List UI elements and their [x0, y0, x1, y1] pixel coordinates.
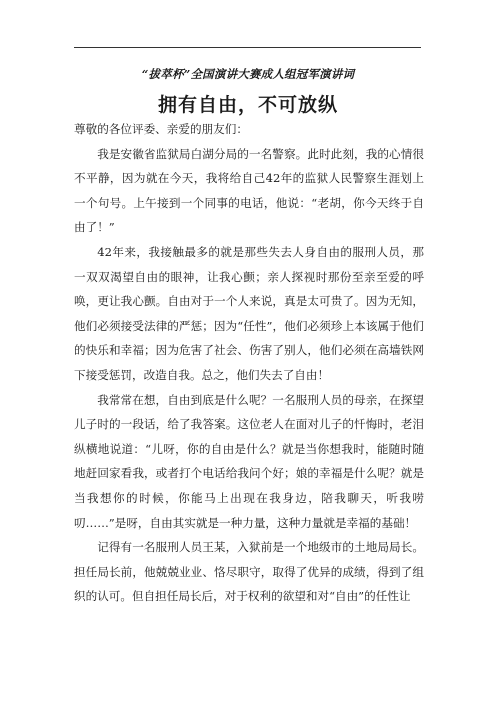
- salutation: 尊敬的各位评委、亲爱的朋友们：: [74, 122, 248, 136]
- document-subtitle: “拔萃杯”全国演讲大赛成人组冠军演讲词: [141, 67, 355, 81]
- paragraph-2: 42年来，我接触最多的就是那些失去人身自由的服刑人员，那一双双渴望自由的眼神，让我心颤；亲人探视时那份至亲至爱的呼唤，更让我心颤。自由对于一个人来说，真是太可贵了。因为无知，他们必须接受法律的严惩；因为“任性”，他们必须珍上本该属于他们的快乐和幸福；因为危害了社会、伤害了别人，他们必须在高墙铁网下接受惩罚，改造自我。总之，他们失去了自由！: [74, 244, 424, 382]
- paragraph-1: 我是安徽省监狱局白湖分局的一名警察。此时此刻，我的心情很不平静，因为就在今天，我将给自己42年的监狱人民警察生涯划上一个句号。上午接到一个同事的电话，他说：“老胡，你今天终于自由了！”: [74, 146, 424, 235]
- paragraph-3: 我常常在想，自由到底是什么呢？一名服刑人员的母亲，在探望儿子时的一段话，给了我答案。这位老人在面对儿子的忏悔时，老泪纵横地说道：“儿呀，你的自由是什么？就是当你想我时，能随时随地赶回家看我，或者打个电话给我问个好；娘的幸福是什么呢？就是当我想你的时候，你能马上出现在我身边，陪我聊天，听我唠叨……”是呀，自由其实就是一种力量，这种力量就是幸福的基础！: [74, 392, 424, 530]
- document-body: [74, 117, 424, 609]
- document-title: 拥有自由，不可放纵: [157, 94, 338, 116]
- paragraph-4: 记得有一名服刑人员王某，入狱前是一个地级市的土地局局长。担任局长前，他兢兢业业、恪尽职守，取得了优异的成绩，得到了组织的认可。但自担任局长后，对于权利的欲望和对“自由”的任性让: [74, 540, 424, 604]
- header-rule: [74, 47, 421, 48]
